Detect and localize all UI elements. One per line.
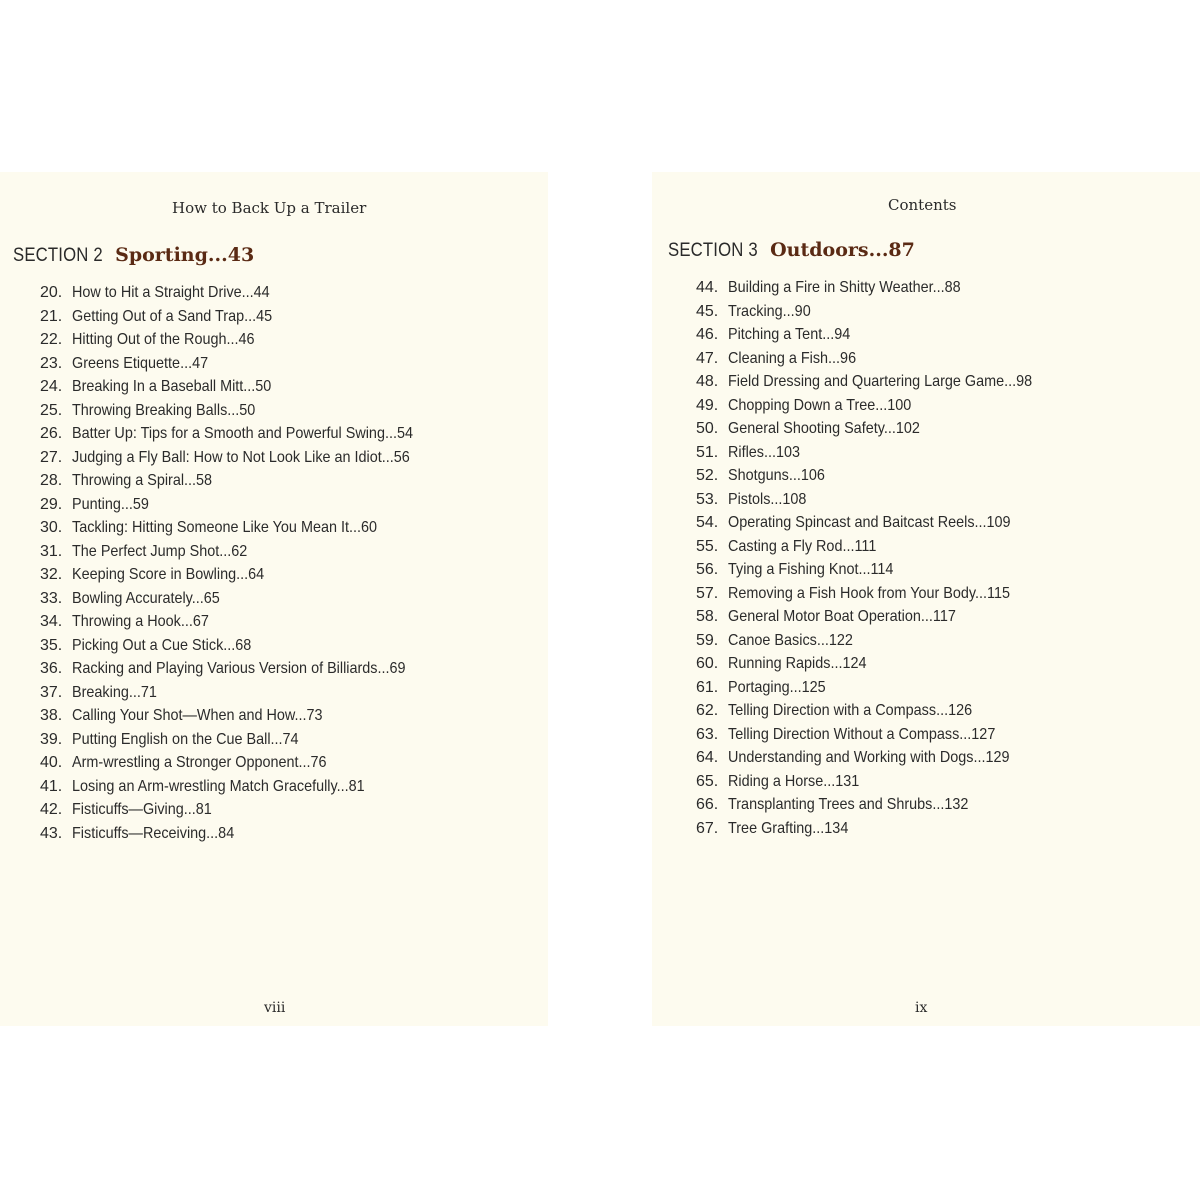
toc-entry-number: 45. bbox=[696, 302, 719, 320]
toc-list bbox=[696, 276, 1066, 840]
toc-entry[interactable] bbox=[696, 441, 1066, 465]
toc-entry-number: 26. bbox=[40, 425, 63, 442]
toc-entry[interactable] bbox=[40, 375, 451, 399]
toc-entry-number: 57. bbox=[696, 584, 719, 602]
toc-entry[interactable] bbox=[696, 793, 1066, 817]
toc-entry-number: 53. bbox=[696, 490, 719, 508]
toc-entry-title: Tackling: Hitting Someone Like You Mean It...60 bbox=[72, 519, 377, 536]
toc-entry-title: Operating Spincast and Baitcast Reels...109 bbox=[728, 514, 1011, 531]
toc-entry[interactable] bbox=[696, 582, 1066, 606]
running-head: How to Back Up a Trailer bbox=[172, 199, 367, 217]
toc-entry[interactable] bbox=[40, 822, 451, 846]
toc-entry-number: 55. bbox=[696, 537, 719, 555]
toc-entry-number: 44. bbox=[696, 279, 719, 296]
page-number: ix bbox=[915, 1000, 928, 1016]
toc-entry[interactable] bbox=[40, 610, 451, 634]
toc-entry[interactable] bbox=[40, 587, 451, 611]
toc-entry[interactable] bbox=[696, 699, 1066, 723]
toc-entry[interactable] bbox=[40, 399, 451, 423]
toc-entry-title: Greens Etiquette...47 bbox=[72, 354, 209, 372]
right-page bbox=[652, 172, 1200, 1026]
toc-entry-number: 24. bbox=[40, 378, 63, 395]
toc-entry-number: 31. bbox=[40, 542, 63, 560]
toc-entry-title: Field Dressing and Quartering Large Game...98 bbox=[728, 373, 1033, 390]
toc-entry-title: Throwing Breaking Balls...50 bbox=[72, 401, 256, 419]
toc-entry[interactable] bbox=[40, 516, 451, 540]
toc-entry-number: 27. bbox=[40, 448, 63, 466]
toc-entry-number: 51. bbox=[696, 443, 719, 461]
toc-entry[interactable] bbox=[696, 276, 1066, 300]
page-number: viii bbox=[264, 1000, 286, 1016]
toc-entry-number: 32. bbox=[40, 566, 63, 583]
toc-entry-title: General Shooting Safety...102 bbox=[728, 420, 920, 437]
toc-entry[interactable] bbox=[696, 394, 1066, 418]
toc-entry-title: How to Hit a Straight Drive...44 bbox=[72, 284, 270, 301]
toc-entry-number: 42. bbox=[40, 801, 63, 818]
toc-entry-title: Tree Grafting...134 bbox=[728, 819, 849, 837]
toc-entry-number: 35. bbox=[40, 636, 63, 654]
toc-entry-title: The Perfect Jump Shot...62 bbox=[72, 542, 248, 560]
toc-entry-number: 48. bbox=[696, 373, 719, 390]
toc-entry[interactable] bbox=[40, 305, 451, 329]
toc-entry-title: Removing a Fish Hook from Your Body...115 bbox=[728, 584, 1011, 602]
toc-entry-number: 25. bbox=[40, 401, 63, 419]
toc-entry[interactable] bbox=[696, 323, 1066, 347]
toc-entry[interactable] bbox=[696, 676, 1066, 700]
toc-entry[interactable] bbox=[696, 417, 1066, 441]
toc-entry-number: 58. bbox=[696, 608, 719, 625]
toc-entry-title: Cleaning a Fish...96 bbox=[728, 349, 857, 367]
toc-entry-title: Pitching a Tent...94 bbox=[728, 326, 851, 343]
toc-entry-number: 61. bbox=[696, 678, 719, 696]
toc-entry[interactable] bbox=[40, 493, 451, 517]
toc-entry-title: Breaking In a Baseball Mitt...50 bbox=[72, 378, 272, 395]
section-heading bbox=[668, 239, 915, 262]
section-title: Outdoors...87 bbox=[770, 239, 915, 261]
toc-entry-number: 64. bbox=[696, 749, 719, 766]
toc-entry-title: Arm-wrestling a Stronger Opponent...76 bbox=[72, 754, 327, 771]
toc-entry[interactable] bbox=[696, 464, 1066, 488]
toc-entry-title: Judging a Fly Ball: How to Not Look Like an Idiot...56 bbox=[72, 448, 410, 466]
toc-entry-title: Throwing a Spiral...58 bbox=[72, 472, 213, 489]
toc-entry-number: 23. bbox=[40, 354, 63, 372]
toc-entry[interactable] bbox=[696, 347, 1066, 371]
toc-entry-title: Throwing a Hook...67 bbox=[72, 613, 209, 630]
toc-entry[interactable] bbox=[696, 629, 1066, 653]
toc-entry[interactable] bbox=[40, 563, 451, 587]
toc-entry[interactable] bbox=[40, 681, 451, 705]
toc-entry[interactable] bbox=[696, 370, 1066, 394]
toc-entry-title: Tying a Fishing Knot...114 bbox=[728, 561, 894, 578]
toc-entry-title: Getting Out of a Sand Trap...45 bbox=[72, 307, 273, 325]
toc-entry-number: 59. bbox=[696, 631, 719, 649]
toc-entry[interactable] bbox=[40, 352, 451, 376]
toc-entry-title: Running Rapids...124 bbox=[728, 655, 867, 672]
section-label: SECTION 3 bbox=[668, 240, 758, 261]
toc-entry-number: 38. bbox=[40, 707, 63, 724]
toc-entry[interactable] bbox=[40, 634, 451, 658]
toc-entry[interactable] bbox=[696, 488, 1066, 512]
toc-entry-title: Shotguns...106 bbox=[728, 467, 825, 484]
toc-entry-title: Rifles...103 bbox=[728, 443, 801, 461]
toc-entry-number: 40. bbox=[40, 754, 63, 771]
toc-entry[interactable] bbox=[40, 775, 451, 799]
section-heading bbox=[13, 244, 254, 267]
toc-entry-title: Pistols...108 bbox=[728, 490, 807, 508]
toc-entry[interactable] bbox=[40, 728, 451, 752]
toc-entry-number: 54. bbox=[696, 514, 719, 531]
toc-entry[interactable] bbox=[696, 605, 1066, 629]
toc-entry-number: 34. bbox=[40, 613, 63, 630]
section-title: Sporting...43 bbox=[115, 244, 255, 266]
toc-entry-title: Telling Direction with a Compass...126 bbox=[728, 702, 973, 719]
toc-list bbox=[40, 281, 451, 845]
toc-entry-number: 21. bbox=[40, 307, 63, 325]
toc-entry-title: Canoe Basics...122 bbox=[728, 631, 853, 649]
toc-entry[interactable] bbox=[40, 281, 451, 305]
toc-entry[interactable] bbox=[696, 300, 1066, 324]
toc-entry-title: Understanding and Working with Dogs...129 bbox=[728, 749, 1010, 766]
toc-entry[interactable] bbox=[40, 446, 451, 470]
toc-entry-title: Fisticuffs—Receiving...84 bbox=[72, 824, 235, 842]
toc-entry-title: Casting a Fly Rod...111 bbox=[728, 537, 877, 555]
section-label: SECTION 2 bbox=[13, 245, 103, 266]
toc-entry-number: 30. bbox=[40, 519, 63, 536]
toc-entry-title: Putting English on the Cue Ball...74 bbox=[72, 730, 299, 748]
toc-entry-number: 41. bbox=[40, 777, 63, 795]
toc-entry[interactable] bbox=[696, 746, 1066, 770]
toc-entry-title: Fisticuffs—Giving...81 bbox=[72, 801, 212, 818]
toc-entry-number: 65. bbox=[696, 772, 719, 790]
running-head: Contents bbox=[888, 196, 957, 214]
toc-entry[interactable] bbox=[696, 652, 1066, 676]
toc-entry-title: Keeping Score in Bowling...64 bbox=[72, 566, 265, 583]
toc-entry[interactable] bbox=[40, 328, 451, 352]
toc-entry[interactable] bbox=[696, 535, 1066, 559]
toc-entry-title: Transplanting Trees and Shrubs...132 bbox=[728, 796, 969, 813]
toc-entry-title: Building a Fire in Shitty Weather...88 bbox=[728, 279, 961, 296]
toc-entry[interactable] bbox=[696, 817, 1066, 841]
toc-entry-number: 22. bbox=[40, 331, 63, 348]
toc-entry-number: 49. bbox=[696, 396, 719, 414]
toc-entry-title: Telling Direction Without a Compass...127 bbox=[728, 725, 996, 743]
toc-entry-title: Hitting Out of the Rough...46 bbox=[72, 331, 255, 348]
toc-entry-number: 20. bbox=[40, 284, 63, 301]
toc-entry-title: Tracking...90 bbox=[728, 302, 811, 320]
toc-entry[interactable] bbox=[40, 422, 451, 446]
toc-entry[interactable] bbox=[40, 657, 451, 681]
toc-entry-number: 60. bbox=[696, 655, 719, 672]
toc-entry-title: Portaging...125 bbox=[728, 678, 826, 696]
toc-entry-title: Chopping Down a Tree...100 bbox=[728, 396, 912, 414]
toc-entry[interactable] bbox=[696, 511, 1066, 535]
toc-entry[interactable] bbox=[40, 798, 451, 822]
toc-entry[interactable] bbox=[40, 704, 451, 728]
toc-entry-number: 63. bbox=[696, 725, 719, 743]
toc-entry[interactable] bbox=[40, 540, 451, 564]
toc-entry-number: 50. bbox=[696, 420, 719, 437]
toc-entry-number: 29. bbox=[40, 495, 63, 513]
toc-entry-number: 28. bbox=[40, 472, 63, 489]
toc-entry-title: Punting...59 bbox=[72, 495, 149, 513]
toc-entry-title: Breaking...71 bbox=[72, 683, 157, 701]
toc-entry-title: Racking and Playing Various Version of Billiards...69 bbox=[72, 660, 406, 677]
toc-entry-number: 46. bbox=[696, 326, 719, 343]
toc-entry-number: 47. bbox=[696, 349, 719, 367]
toc-entry-number: 56. bbox=[696, 561, 719, 578]
toc-entry-title: General Motor Boat Operation...117 bbox=[728, 608, 956, 625]
toc-entry-title: Losing an Arm-wrestling Match Gracefully...81 bbox=[72, 777, 365, 795]
toc-entry-number: 33. bbox=[40, 589, 63, 607]
toc-entry-number: 39. bbox=[40, 730, 63, 748]
toc-entry-title: Riding a Horse...131 bbox=[728, 772, 860, 790]
toc-entry-title: Calling Your Shot—When and How...73 bbox=[72, 707, 323, 724]
toc-entry-number: 43. bbox=[40, 824, 63, 842]
toc-entry[interactable] bbox=[696, 723, 1066, 747]
toc-entry-number: 62. bbox=[696, 702, 719, 719]
toc-entry-number: 52. bbox=[696, 467, 719, 484]
toc-entry-number: 37. bbox=[40, 683, 63, 701]
toc-entry-title: Picking Out a Cue Stick...68 bbox=[72, 636, 252, 654]
toc-entry-title: Bowling Accurately...65 bbox=[72, 589, 220, 607]
toc-entry-number: 36. bbox=[40, 660, 63, 677]
left-page bbox=[0, 172, 548, 1026]
toc-entry-title: Batter Up: Tips for a Smooth and Powerful Swing...54 bbox=[72, 425, 413, 442]
toc-entry[interactable] bbox=[696, 770, 1066, 794]
toc-entry-number: 67. bbox=[696, 819, 719, 837]
toc-entry[interactable] bbox=[40, 469, 451, 493]
toc-entry-number: 66. bbox=[696, 796, 719, 813]
toc-entry[interactable] bbox=[40, 751, 451, 775]
toc-entry[interactable] bbox=[696, 558, 1066, 582]
